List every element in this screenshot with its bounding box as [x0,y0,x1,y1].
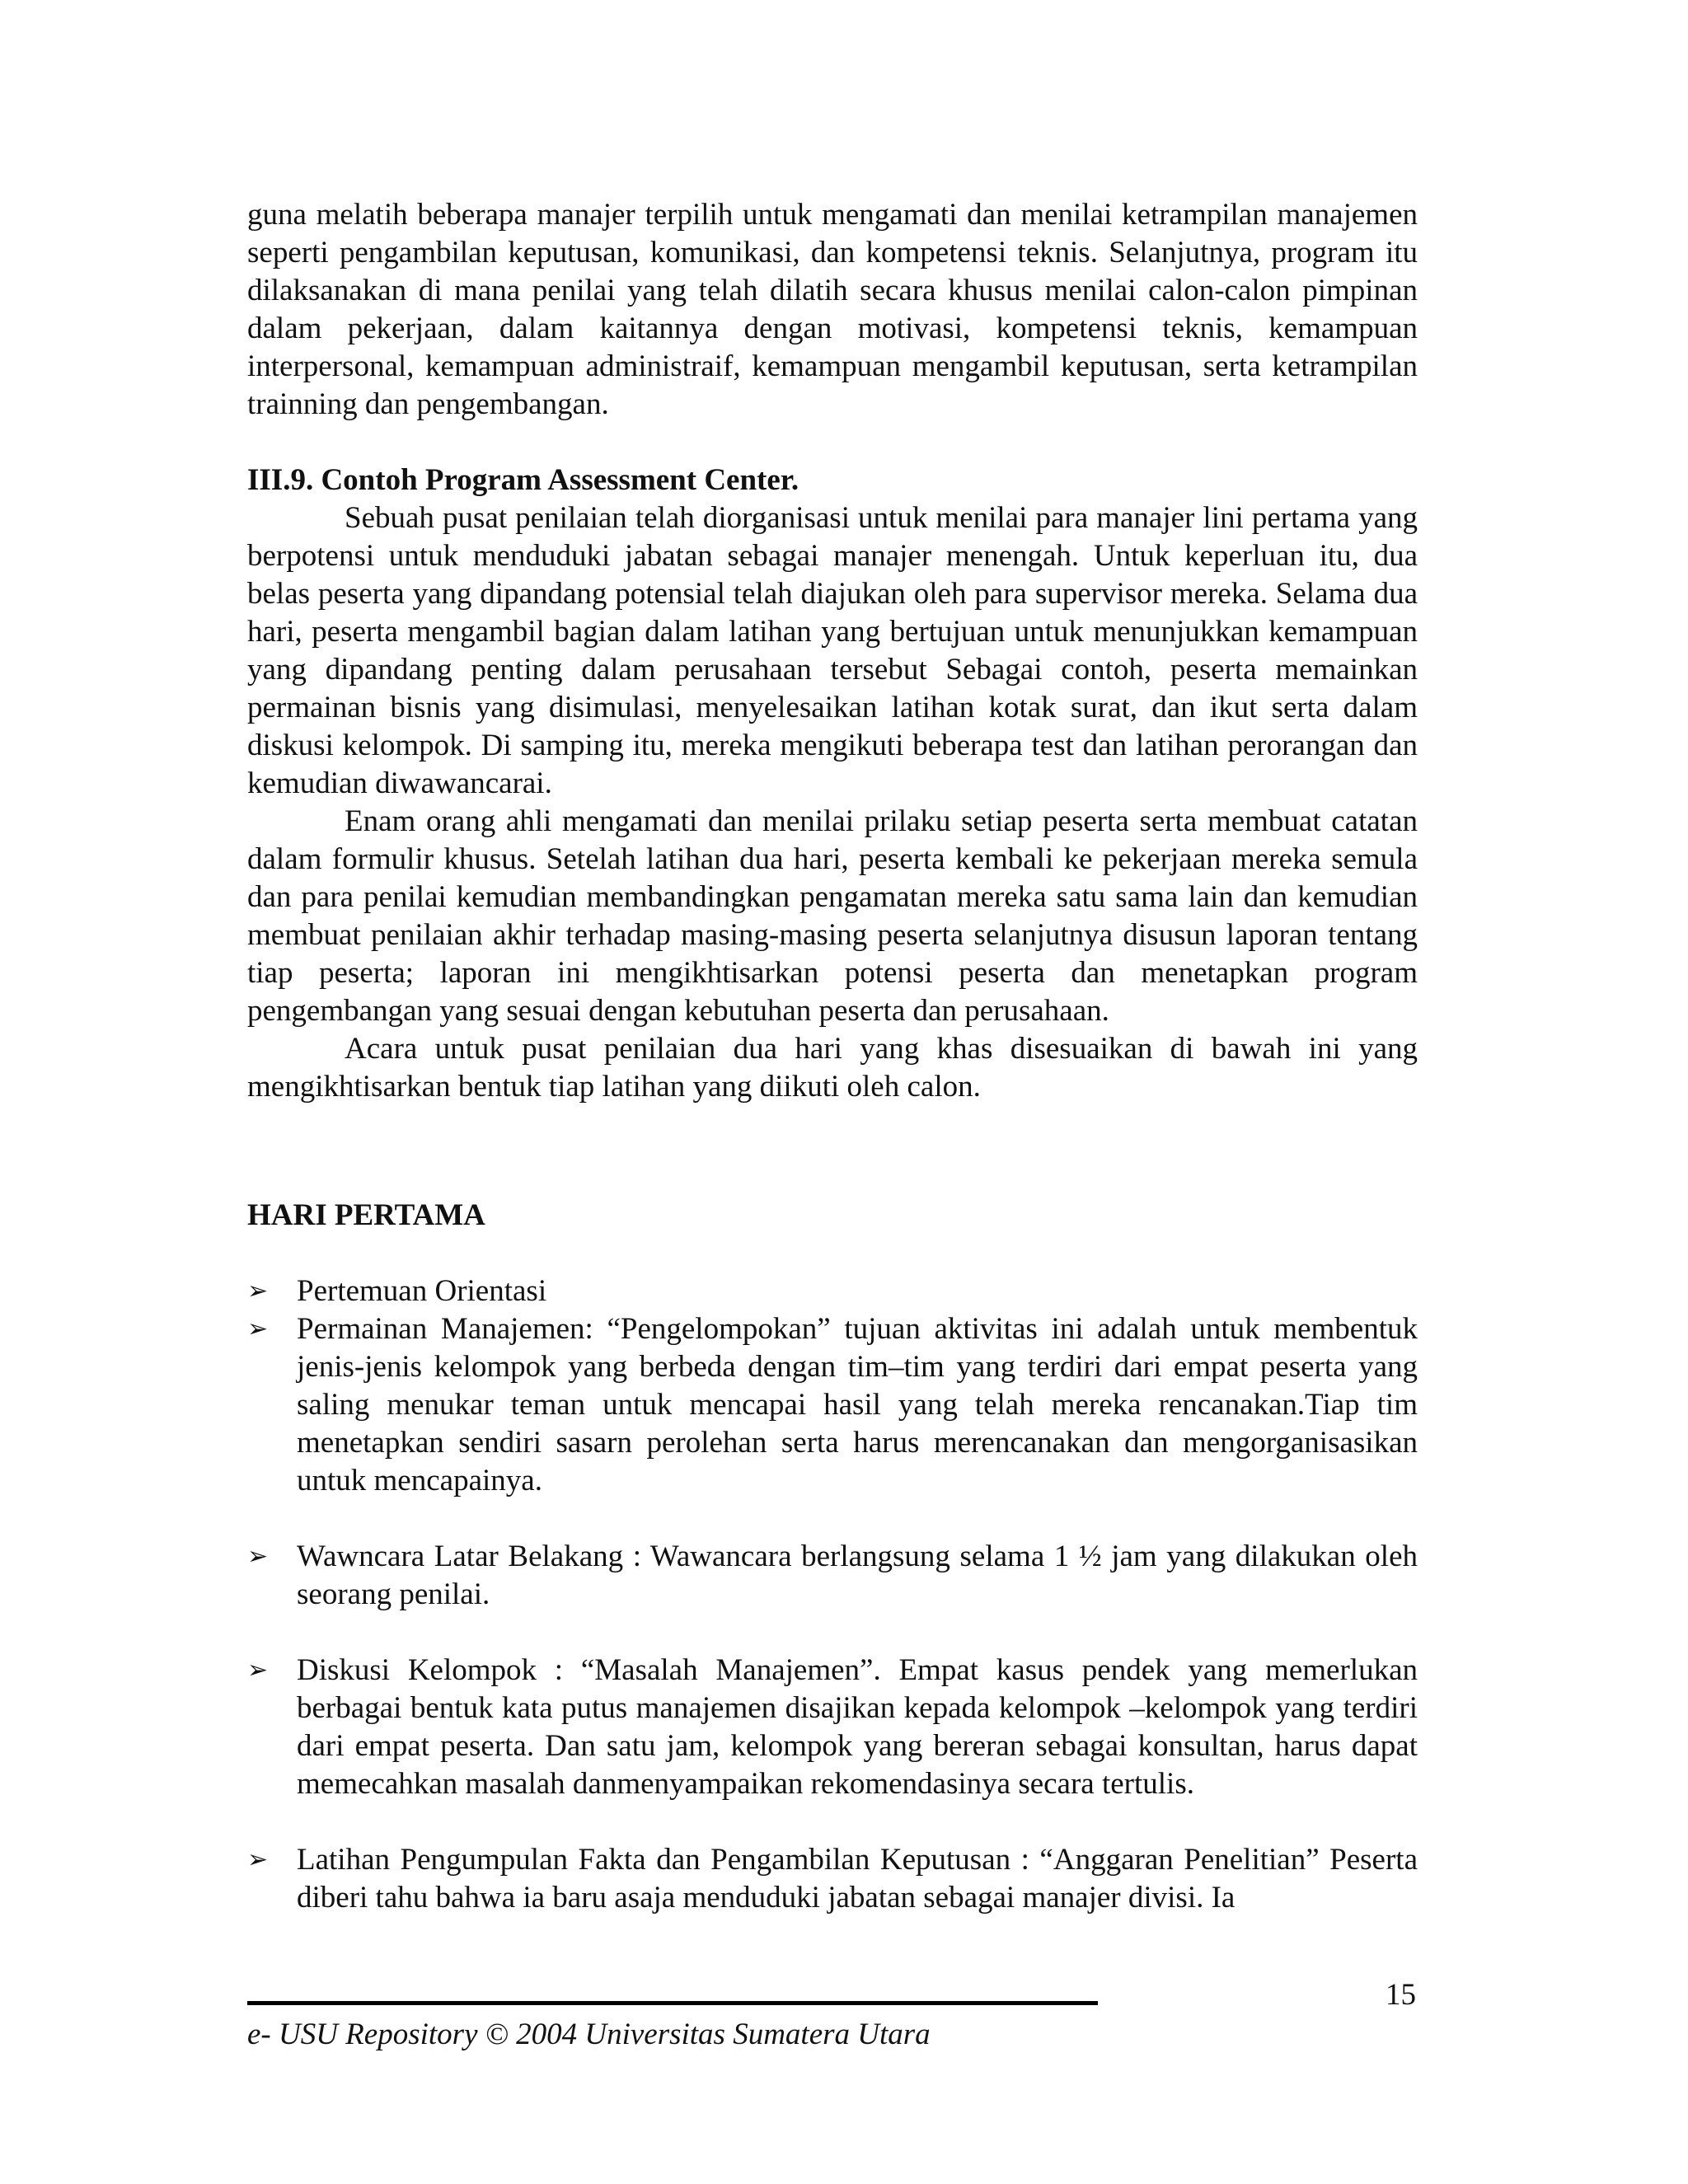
day-one-heading: HARI PERTAMA [247,1198,485,1232]
list-item-text: Diskusi Kelompok : “Masalah Manajemen”. Empat kasus pendek yang memerlukan berbagai bentuk kata putus manajemen disajikan kepada kelompok –kelompok yang terdiri dari empat peserta. Dan satu jam, kelompok yang bereran sebagai konsultan, harus dapat memecahkan masalah danmenyampaikan rekomendasinya secara tertulis. [297,1653,1418,1801]
footer-divider [247,2001,1098,2005]
spacer [247,424,1418,462]
spacer [247,1235,1418,1272]
list-item-text: Latihan Pengumpulan Fakta dan Pengambilan Keputusan : “Anggaran Penelitian” Peserta diberi tahu bahwa ia baru asaja menduduki jabatan sebagai manajer divisi. Ia [297,1843,1418,1915]
section-paragraph-3: Acara untuk pusat penilaian dua hari yang khas disesuaikan di bawah ini yang mengikhtisarkan bentuk tiap latihan yang diikuti oleh calon. [247,1032,1418,1104]
day-one-list-continued [247,1538,1418,1614]
intro-paragraph: guna melatih beberapa manajer terpilih untuk mengamati dan menilai ketrampilan manajemen seperti pengambilan keputusan, komunikasi, dan kompetensi teknis. Selanjutnya, program itu dilaksanakan di mana penilai yang telah dilatih secara khusus menilai calon-calon pimpinan dalam pekerjaan, dalam kaitannya dengan motivasi, kompetensi teknis, kemampuan interpersonal, kemampuan administraif, kemampuan mengambil keputusan, serta ketrampilan trainning dan pengembangan. [247,198,1418,421]
spacer [247,1106,1418,1197]
list-item-text: Pertemuan Orientasi [297,1274,547,1308]
day-one-list [247,1272,1418,1500]
section-paragraph-2: Enam orang ahli mengamati dan menilai prilaku setiap peserta serta membuat catatan dalam formulir khusus. Setelah latihan dua hari, peserta kembali ke pekerjaan mereka semula dan para penilai kemudian membandingkan pengamatan mereka satu sama lain dan kemudian membuat penilaian akhir terhadap masing-masing peserta selanjutnya disusun laporan tentang tiap peserta; laporan ini mengikhtisarkan potensi peserta dan menetapkan program pengembangan yang sesuai dengan kebutuhan peserta dan perusahaan. [247,804,1418,1028]
arrow-bullet-icon: ➢ [247,1277,269,1305]
list-item [247,1310,1418,1500]
arrow-bullet-icon: ➢ [247,1315,269,1343]
section-heading: III.9. Contoh Program Assessment Center. [247,463,799,497]
arrow-bullet-icon: ➢ [247,1845,269,1874]
spacer [247,1803,1418,1841]
day-one-list-continued [247,1841,1418,1917]
spacer [247,1500,1418,1538]
list-item-text: Wawncara Latar Belakang : Wawancara berlangsung selama 1 ½ jam yang dilakukan oleh seorang penilai. [297,1540,1418,1611]
spacer [247,1614,1418,1652]
footer-copyright: e- USU Repository © 2004 Universitas Sumatera Utara [247,2018,931,2051]
arrow-bullet-icon: ➢ [247,1542,269,1571]
list-item [247,1538,1418,1614]
list-item-text: Permainan Manajemen: “Pengelompokan” tujuan aktivitas ini adalah untuk membentuk jenis-jenis kelompok yang berbeda dengan tim–tim yang terdiri dari empat peserta yang saling menukar teman untuk mencapai hasil yang telah mereka rencanakan.Tiap tim menetapkan sendiri sasarn perolehan serta harus merencanakan dan mengorganisasikan untuk mencapainya. [297,1312,1418,1497]
document-body [247,196,1418,1917]
list-item [247,1652,1418,1803]
list-item [247,1841,1418,1917]
page-number: 15 [1386,1978,1416,2012]
list-item [247,1272,1418,1310]
day-one-list-continued [247,1652,1418,1803]
section-paragraph-1: Sebuah pusat penilaian telah diorganisasi untuk menilai para manajer lini pertama yang berpotensi untuk menduduki jabatan sebagai manajer menengah. Untuk keperluan itu, dua belas peserta yang dipandang potensial telah diajukan oleh para supervisor mereka. Selama dua hari, peserta mengambil bagian dalam latihan yang bertujuan untuk menunjukkan kemampuan yang dipandang penting dalam perusahaan tersebut Sebagai contoh, peserta memainkan permainan bisnis yang disimulasi, menyelesaikan latihan kotak surat, dan ikut serta dalam diskusi kelompok. Di samping itu, mereka mengikuti beberapa test dan latihan perorangan dan kemudian diwawancarai. [247,501,1418,800]
arrow-bullet-icon: ➢ [247,1656,269,1685]
